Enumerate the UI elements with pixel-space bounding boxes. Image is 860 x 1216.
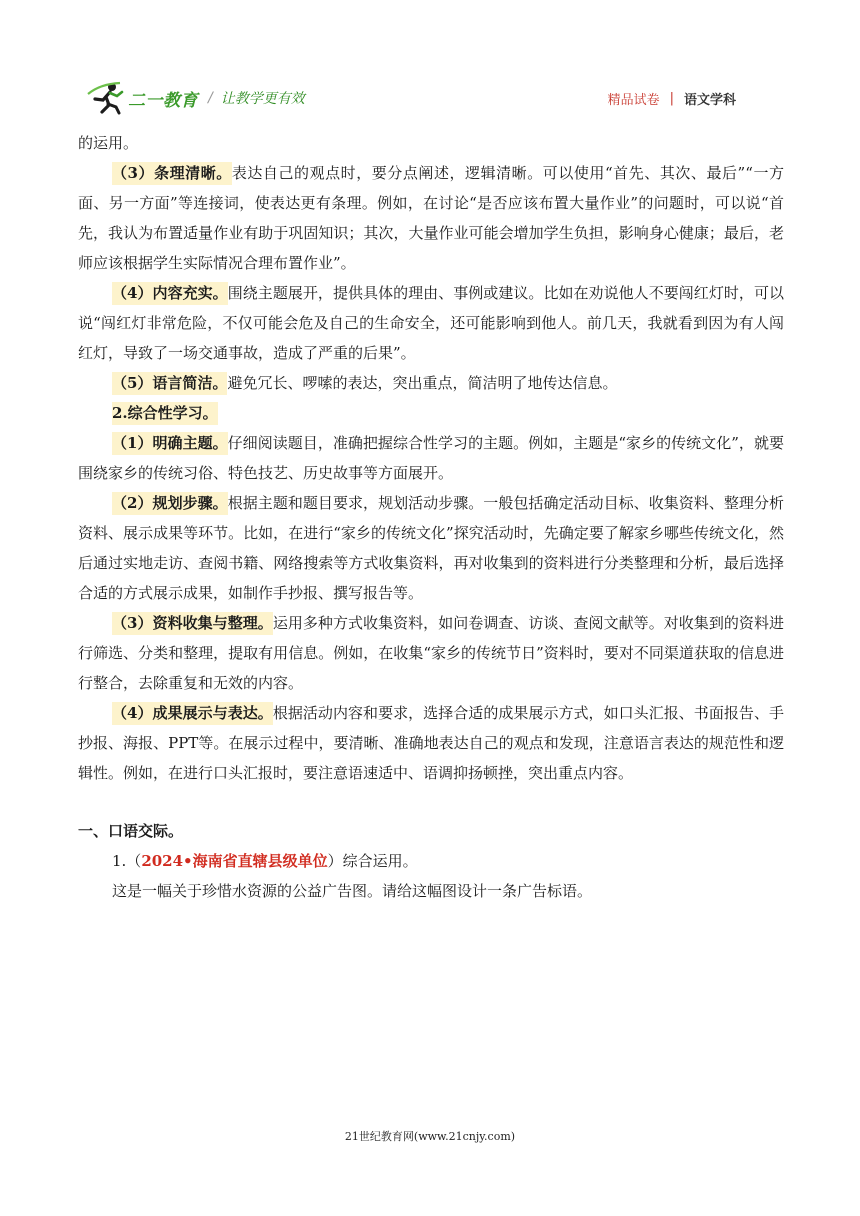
header-slash: / — [208, 90, 213, 106]
page-header — [86, 80, 776, 116]
logo — [86, 80, 305, 116]
question-number: 1.（ — [112, 852, 142, 870]
paragraph-step-1 — [78, 428, 784, 488]
point-text: 围绕主题展开，提供具体的理由、事例或建议。比如在劝说他人不要闯红灯时，可以说“闯红灯非常危险，不仅可能会危及自己的生命安全，还可能影响到他人。前几天，我就看到因为有人闯红灯，导致了一场交通事故，造成了严重的后果”。 — [78, 284, 784, 362]
document-body — [78, 128, 784, 906]
question-header — [78, 846, 784, 876]
point-text: 仔细阅读题目，准确把握综合性学习的主题。例如，主题是“家乡的传统文化”，就要围绕家乡的传统习俗、特色技艺、历史故事等方面展开。 — [78, 434, 784, 482]
section-title: 一、口语交际。 — [78, 822, 184, 840]
subsection-title: 2.综合性学习。 — [112, 402, 218, 425]
point-heading: （3）条理清晰。 — [112, 162, 232, 185]
point-heading: （5）语言简洁。 — [112, 372, 227, 395]
point-text: 根据主题和题目要求，规划活动步骤。一般包括确定活动目标、收集资料、整理分析资料、展示成果等环节。比如，在进行“家乡的传统文化”探究活动时，先确定要了解家乡哪些传统文化，然后通过实地走访、查阅书籍、网络搜索等方式收集资料，再对收集到的资料进行分类整理和分析，最后选择合适的方式展示成果，如制作手抄报、撰写报告等。 — [78, 494, 784, 602]
point-text: 避免冗长、啰嗦的表达，突出重点，简洁明了地传达信息。 — [227, 374, 618, 392]
point-text: 运用多种方式收集资料，如问卷调查、访谈、查阅文献等。对收集到的资料进行筛选、分类和整理，提取有用信息。例如，在收集“家乡的传统节日”资料时，要对不同渠道获取的信息进行整合，去除重复和无效的内容。 — [78, 614, 784, 692]
paragraph-point-3 — [78, 158, 784, 278]
point-heading: （2）规划步骤。 — [112, 492, 228, 515]
point-heading: （1）明确主题。 — [112, 432, 228, 455]
question-prompt: 这是一幅关于珍惜水资源的公益广告图。请给这幅图设计一条广告标语。 — [112, 882, 593, 900]
header-tags — [608, 80, 736, 116]
tag-premium-paper: 精品试卷 — [607, 92, 660, 108]
point-text: 表达自己的观点时，要分点阐述，逻辑清晰。可以使用“首先、其次、最后”“一方面、另一方面”等连接词，使表达更有条理。例如，在讨论“是否应该布置大量作业”的问题时，可以说“首先，我认为布置适量作业有助于巩固知识；其次，大量作业可能会增加学生负担，影响身心健康；最后，老师应该根据学生实际情况合理布置作业”。 — [78, 164, 784, 272]
brand-name: 二一教育 — [128, 90, 198, 111]
paragraph-continuation: 的运用。 — [78, 134, 139, 152]
tag-subject: 语文学科 — [683, 92, 736, 108]
page-footer: 21世纪教育网(www.21cnjy.com) — [344, 1130, 516, 1143]
point-text: 根据活动内容和要求，选择合适的成果展示方式，如口头汇报、书面报告、手抄报、海报、PPT等。在展示过程中，要清晰、准确地表达自己的观点和发现，注意语言表达的规范性和逻辑性。例如，在进行口头汇报时，要注意语速适中、语调抑扬顿挫，突出重点内容。 — [78, 704, 784, 782]
question-source: 2024•海南省直辖县级单位 — [141, 852, 328, 870]
paragraph-point-5 — [78, 368, 784, 398]
point-heading: （4）成果展示与表达。 — [112, 702, 273, 725]
question-type: ）综合运用。 — [327, 852, 418, 870]
brand-slogan: 让教学更有效 — [220, 91, 305, 107]
running-figure-logo-icon — [86, 80, 126, 116]
point-heading: （4）内容充实。 — [112, 282, 228, 305]
point-heading: （3）资料收集与整理。 — [112, 612, 273, 635]
paragraph-step-2 — [78, 488, 784, 608]
paragraph-point-4 — [78, 278, 784, 368]
paragraph-step-4 — [78, 698, 784, 788]
subsection-heading — [78, 398, 784, 428]
paragraph-step-3 — [78, 608, 784, 698]
tag-divider: | — [669, 90, 674, 106]
